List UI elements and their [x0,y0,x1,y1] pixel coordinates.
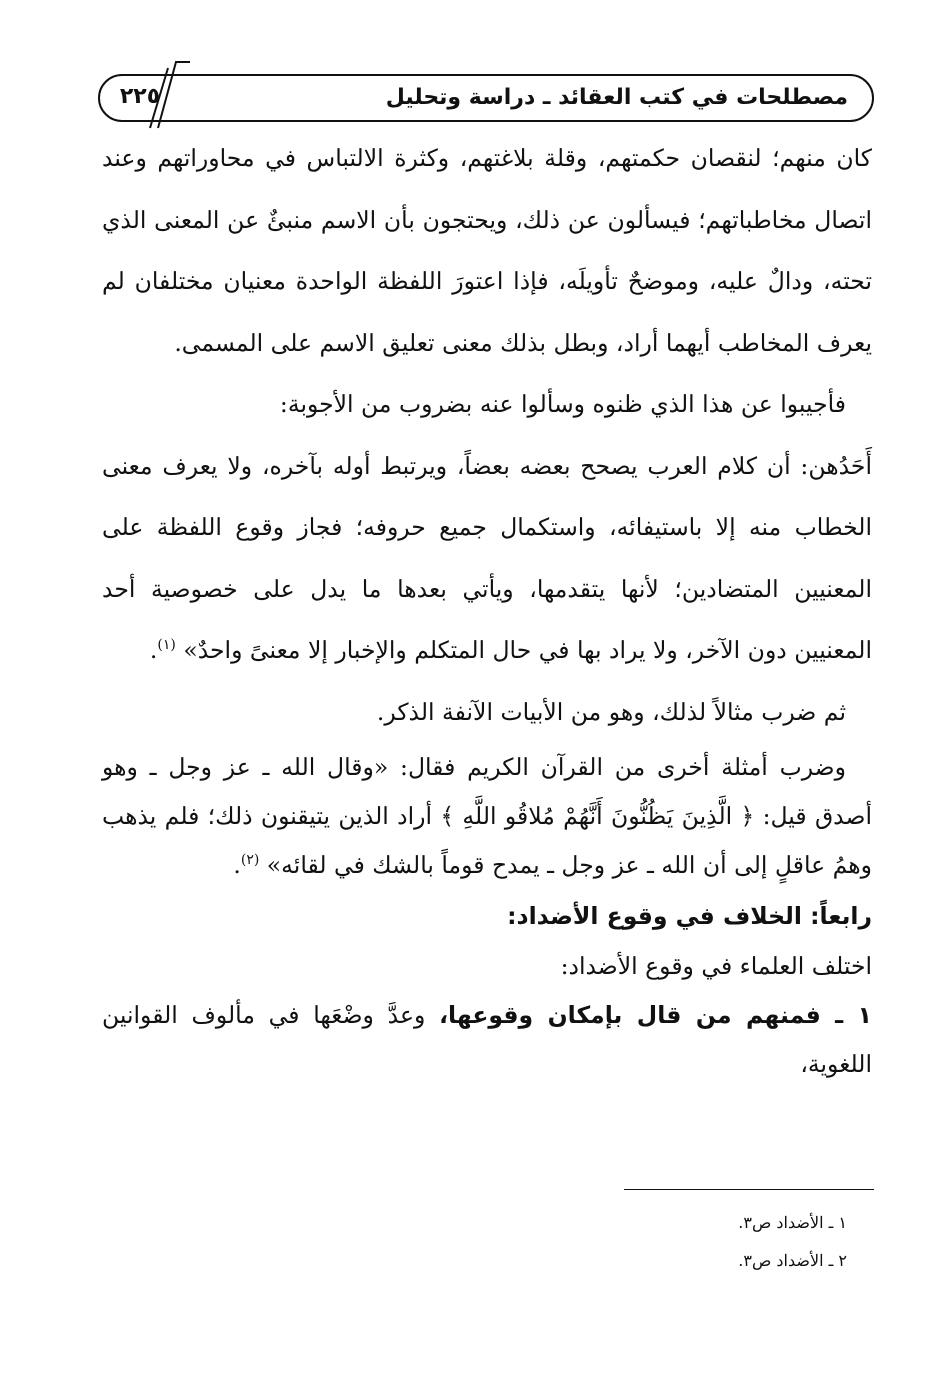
paragraph-5 [102,743,872,890]
paragraph-7-text: وعدَّ وضْعَها في مألوف القوانين اللغوية، [102,1001,872,1078]
footnote-2: ٢ ـ الأضداد ص٣. [738,1251,847,1270]
paragraph-5-end: . [233,851,241,879]
running-header [98,74,874,124]
section-heading: رابعاً: الخلاف في وقوع الأضداد: [507,902,872,930]
paragraph-4: ثم ضرب مثالاً لذلك، وهو من الأبيات الآنفة الذكر. [376,697,846,726]
footnote-ref-1: (١) [157,637,176,654]
paragraph-3-end: . [149,636,158,664]
paragraph-5-text: وضرب أمثلة أخرى من القرآن الكريم فقال: «وقال الله ـ عز وجل ـ وهو أصدق قيل: ﴿ الَّذِينَ يَظُنُّونَ أَنَّهُمْ مُلاقُو اللَّهِ ﴾ أراد الذين يتيقنون ذلك؛ فلم يذهب وهمُ عاقلٍ إلى أن الله ـ عز وجل ـ يمدح قوماً بالشك في لقائه» [102,753,872,879]
paragraph-7-lead: ١ ـ فمنهم من قال بإمكان وقوعها، [439,1001,873,1029]
page-body [102,128,872,1089]
footnote-ref-2: (٢) [240,852,260,869]
footnote-1: ١ ـ الأضداد ص٣. [738,1213,847,1232]
paragraph-2: فأجيبوا عن هذا الذي ظنوه وسألوا عنه بضروب من الأجوبة: [279,390,846,418]
paragraph-3 [102,436,872,682]
footnotes [447,1204,847,1280]
page-number: ٢٢٥ [119,84,161,109]
paragraph-1: كان منهم؛ لنقصان حكمتهم، وقلة بلاغتهم، وكثرة الالتباس في محاوراتهم وعند اتصال مخاطباتهم؛ فيسألون عن ذلك، ويحتجون بأن الاسم منبئٌ عن المعنى الذي تحته، ودالٌ عليه، وموضحٌ تأويلَه، فإذا اعتورَ اللفظة الواحدة معنيان مختلفان لم يعرف المخاطب أيهما أراد، وبطل بذلك معنى تعليق الاسم على المسمى. [102,144,872,357]
paragraph-3-text: أَحَدُهن: أن كلام العرب يصحح بعضه بعضاً، ويرتبط أوله بآخره، ولا يعرف معنى الخطاب منه إلا باستيفائه، واستكمال جميع حروفه؛ فجاز وقوع اللفظة على المعنيين المتضادين؛ لأنها يتقدمها، ويأتي بعدها ما يدل على خصوصية أحد المعنيين دون الآخر، ولا يراد بها في حال المتكلم والإخبار إلا معنىً واحدٌ» [102,451,872,664]
paragraph-6: اختلف العلماء في وقوع الأضداد: [560,952,872,980]
page-number-divider [146,60,192,130]
paragraph-7 [102,991,872,1089]
book-title: مصطلحات في كتب العقائد ـ دراسة وتحليل [385,85,848,110]
footnote-separator [624,1189,874,1190]
